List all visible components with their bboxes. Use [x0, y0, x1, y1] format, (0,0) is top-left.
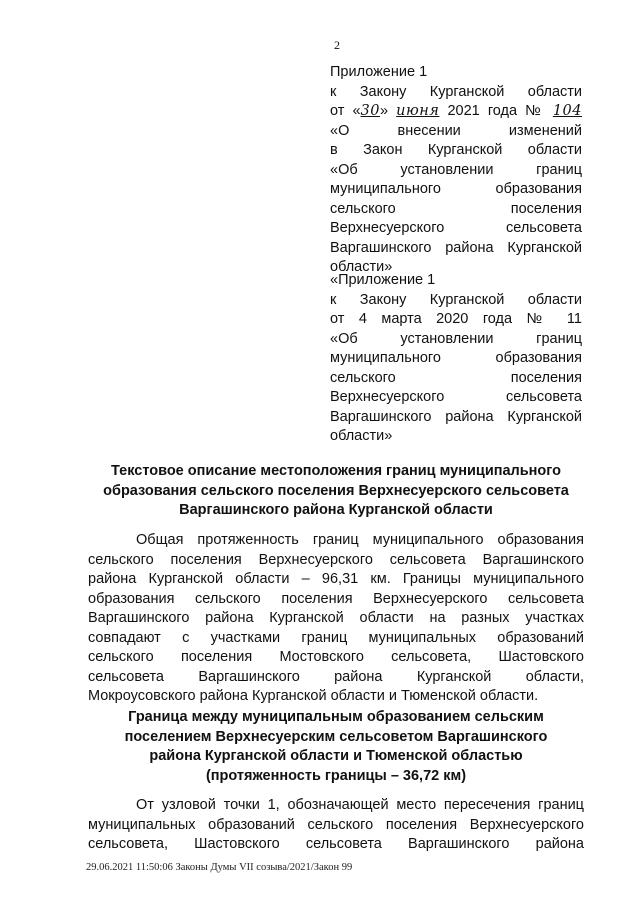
- appendix-2-block: [330, 271, 582, 447]
- appendix-line: муниципального образования: [330, 350, 582, 366]
- paragraph-line: От узловой точки 1, обозначающей место пересечения границ: [136, 797, 584, 813]
- paragraph-line: совпадают с участками границ муниципальных образований: [88, 629, 584, 646]
- appendix-line: к Закону Курганской области: [330, 83, 582, 100]
- appendix-date-line: [330, 102, 582, 122]
- paragraph-line: сельского поселения Верхнесуерского сельсовета Варгашинского: [88, 551, 584, 568]
- paragraph-line: образования сельского поселения Верхнесуерского сельсовета: [88, 590, 584, 607]
- section-heading: [88, 708, 584, 786]
- appendix-line: Варгашинского района Курганской: [330, 408, 582, 425]
- paragraph-line: района Курганской области – 96,31 км. Границы муниципального: [88, 571, 584, 587]
- section-heading-line: района Курганской области и Тюменской областью: [149, 748, 523, 764]
- appendix-line: «Об установлении границ: [330, 161, 582, 178]
- paragraph-line: Мокроусовского района Курганской области и Тюменской области.: [88, 688, 539, 704]
- document-title: [88, 462, 584, 521]
- paragraph-line: Варгашинского района Курганской области на разных участках: [88, 610, 584, 626]
- date-prefix: от «: [330, 103, 361, 119]
- appendix-1-block: [330, 63, 582, 278]
- paragraph-line: муниципальных образований сельского поселения Верхнесуерского: [88, 816, 584, 833]
- title-line: Варгашинского района Курганской области: [179, 502, 493, 518]
- appendix-line: Верхнесуерского сельсовета: [330, 220, 582, 236]
- appendix-line: сельского поселения: [330, 200, 582, 217]
- appendix-line: муниципального образования: [330, 181, 582, 197]
- document-footer: 29.06.2021 11:50:06 Законы Думы VII созыва/2021/Закон 99: [86, 862, 353, 873]
- title-line: Текстовое описание местоположения границ муниципального: [111, 463, 561, 479]
- appendix-line: «Об установлении границ: [330, 330, 582, 347]
- paragraph-line: сельского поселения Мостовского сельсовета, Шастовского: [88, 649, 584, 665]
- appendix-line: Приложение 1: [330, 64, 428, 80]
- date-mid: »: [379, 103, 397, 119]
- handwritten-month: июня: [396, 103, 440, 119]
- paragraph-line: сельсовета Варгашинского района Курганской области,: [88, 668, 584, 685]
- section-heading-line: Граница между муниципальным образованием сельским: [128, 709, 544, 725]
- appendix-line: от 4 марта 2020 года № 11: [330, 311, 582, 327]
- appendix-line: Варгашинского района Курганской: [330, 239, 582, 256]
- page-number: 2: [334, 38, 340, 52]
- section-heading-line: поселением Верхнесуерским сельсоветом Варгашинского: [124, 728, 548, 745]
- section-heading-line: (протяженность границы – 36,72 км): [205, 767, 467, 784]
- paragraph-total-length: [88, 531, 584, 707]
- paragraph-node-point: [88, 796, 584, 855]
- appendix-line: сельского поселения: [330, 369, 582, 386]
- paragraph-line: Общая протяженность границ муниципального образования: [136, 532, 584, 548]
- handwritten-day: 30: [360, 103, 380, 119]
- appendix-line: к Закону Курганской области: [330, 291, 582, 308]
- appendix-line: «Приложение 1: [330, 272, 436, 288]
- date-year: 2021 года №: [439, 103, 553, 119]
- handwritten-number: 104: [552, 103, 583, 119]
- appendix-line: в Закон Курганской области: [330, 142, 582, 158]
- appendix-line: Верхнесуерского сельсовета: [330, 389, 582, 405]
- appendix-line: области»: [330, 259, 393, 275]
- title-line: образования сельского поселения Верхнесуерского сельсовета: [103, 482, 569, 499]
- appendix-line: «О внесении изменений: [330, 122, 582, 139]
- appendix-line: области»: [330, 428, 393, 444]
- paragraph-line: сельсовета, Шастовского сельсовета Варгашинского района: [88, 836, 584, 852]
